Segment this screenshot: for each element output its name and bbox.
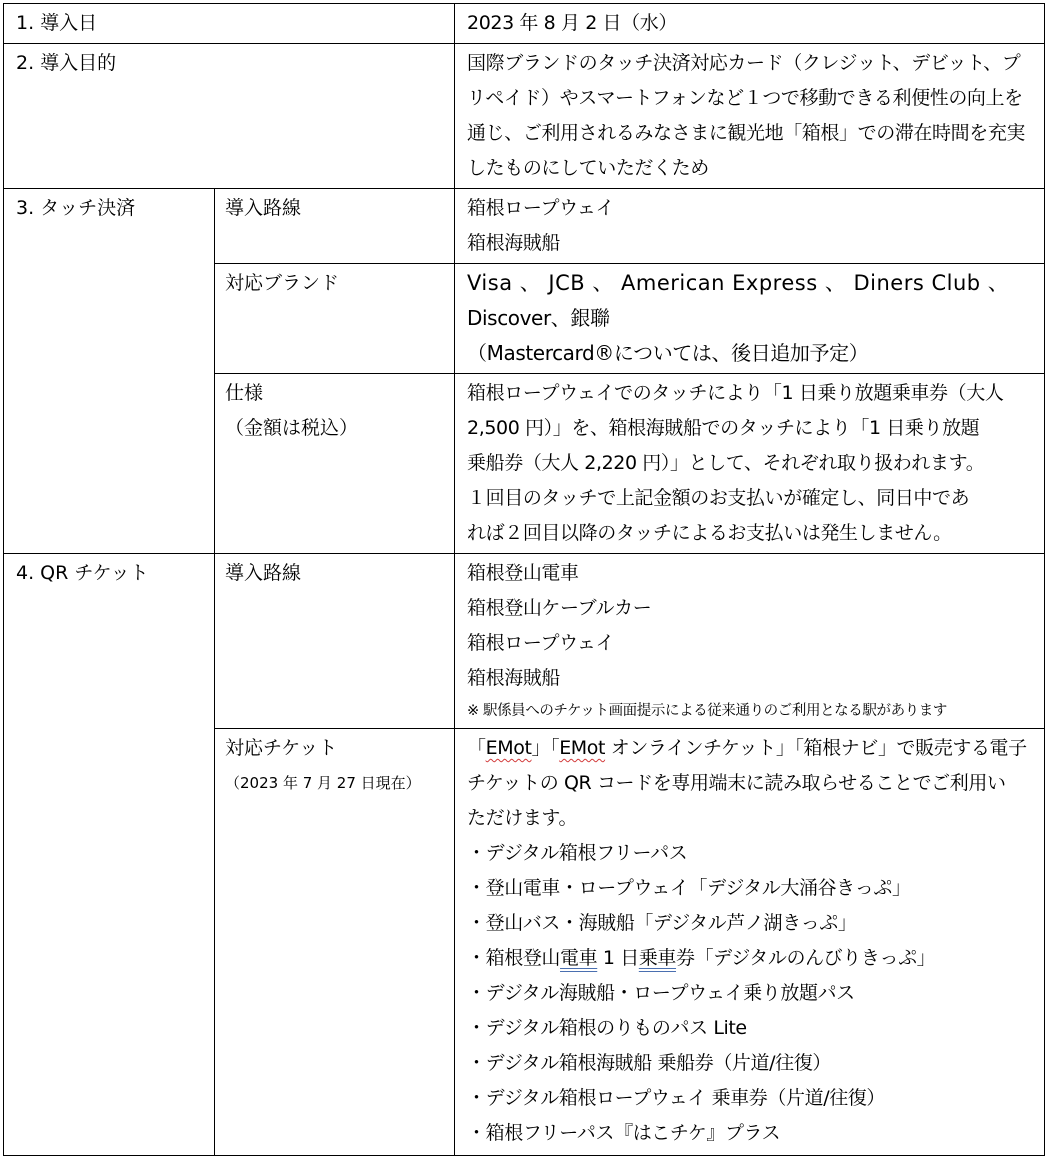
intro-text: オンラインチケット」「箱根ナビ」で販売する電子 — [605, 737, 1027, 759]
row-label-purpose: 2. 導入目的 — [4, 44, 455, 189]
item-text: 乗車 — [638, 947, 677, 969]
quote-mark: 「 — [467, 737, 486, 759]
spec-line: 箱根ロープウェイでのタッチにより「1 日乗り放題乗車券（大人 — [467, 382, 1004, 404]
introduction-date-value: 2023 年 8 月 2 日（水） — [455, 4, 1045, 44]
item-text: 電車 — [560, 947, 598, 969]
table-row — [4, 189, 1045, 264]
purpose-value — [455, 44, 1045, 189]
list-item: ・登山バス・海賊船「デジタル芦ノ湖きっぷ」 — [467, 912, 857, 934]
list-item: 箱根海賊船 — [467, 232, 561, 254]
tickets-intro-line — [467, 731, 1034, 766]
item-text: ・箱根登山 — [467, 947, 561, 969]
list-item: 箱根ロープウェイ — [467, 197, 615, 219]
table-row — [4, 554, 1045, 729]
spec-line: 2,500 円）」を、箱根海賊船でのタッチにより「1 日乗り放題 — [467, 417, 980, 439]
list-item: ・デジタル箱根ロープウェイ 乗車券（片道/往復） — [467, 1087, 886, 1109]
list-item: 箱根海賊船 — [467, 667, 561, 689]
brands-line: Visa 、 JCB 、 American Express 、 Diners Club 、 — [467, 271, 1010, 295]
list-item: ・登山電車・ロープウェイ「デジタル大涌谷きっぷ」 — [467, 877, 911, 899]
list-item: 箱根登山電車 — [467, 562, 579, 584]
list-item: 箱根ロープウェイ — [467, 632, 615, 654]
spec-line: れば２回目以降のタッチによるお支払いは発生しません。 — [467, 522, 952, 544]
tickets-intro-line: ただけます。 — [467, 807, 578, 829]
list-item: ・デジタル箱根海賊船 乗船券（片道/往復） — [467, 1052, 831, 1074]
purpose-text: 国際ブランドのタッチ決済対応カード（クレジット、デビット、プリペイド）やスマートフォンなど１つで移動できる利便性の向上を通じ、ご利用されるみなさまに観光地「箱根」での滞在時間を充実したものにしていただくため — [467, 52, 1026, 179]
qr-routes-label: 導入路線 — [215, 554, 455, 729]
touch-routes-label: 導入路線 — [215, 189, 455, 264]
tickets-intro-line: チケットの QR コードを専用端末に読み取らせることでご利用い — [467, 772, 1006, 794]
table-row — [4, 44, 1045, 189]
touch-brands-label: 対応ブランド — [215, 264, 455, 374]
touch-routes-value — [455, 189, 1045, 264]
row-label-qr-ticket: 4. QR チケット — [4, 554, 215, 1156]
emot-text: EMot — [485, 737, 532, 759]
row-label-introduction-date: 1. 導入日 — [4, 4, 455, 44]
brands-note: （Mastercard®については、後日追加予定） — [467, 341, 869, 365]
qr-routes-value — [455, 554, 1045, 729]
list-item — [467, 941, 1034, 976]
document-container — [3, 3, 1045, 1156]
spec-label: 仕様 — [225, 382, 264, 404]
list-item: ・デジタル海賊船・ロープウェイ乗り放題パス — [467, 982, 855, 1004]
qr-tickets-label — [215, 729, 455, 1156]
quote-mark: 」「 — [531, 737, 560, 759]
list-item: ・デジタル箱根フリーパス — [467, 842, 688, 864]
spec-line: 乗船券（大人 2,220 円）」として、それぞれ取り扱われます。 — [467, 452, 985, 474]
spec-line: １回目のタッチで上記金額のお支払いが確定し、同日中であ — [467, 487, 970, 509]
touch-spec-value — [455, 374, 1045, 554]
info-table — [3, 3, 1045, 1156]
brands-line: Discover、銀聯 — [467, 306, 610, 330]
tickets-sublabel: （2023 年 7 月 27 日現在） — [225, 774, 421, 792]
list-item: ・箱根フリーパス『はこチケ』プラス — [467, 1122, 781, 1144]
table-row — [4, 4, 1045, 44]
qr-tickets-value — [455, 729, 1045, 1156]
row-label-touch-payment: 3. タッチ決済 — [4, 189, 215, 554]
emot-text: EMot — [559, 737, 606, 759]
list-item: ・デジタル箱根のりものパス Lite — [467, 1017, 747, 1039]
spec-sublabel: （金額は税込） — [225, 417, 359, 439]
touch-brands-value — [455, 264, 1045, 374]
tickets-label: 対応チケット — [225, 737, 338, 759]
touch-spec-label — [215, 374, 455, 554]
qr-routes-note: ※ 駅係員へのチケット画面提示による従来通りのご利用となる駅があります — [467, 703, 947, 719]
list-item: 箱根登山ケーブルカー — [467, 597, 652, 619]
item-text: 1 日 — [597, 947, 639, 969]
item-text: 券「デジタルのんびりきっぷ」 — [676, 947, 936, 969]
